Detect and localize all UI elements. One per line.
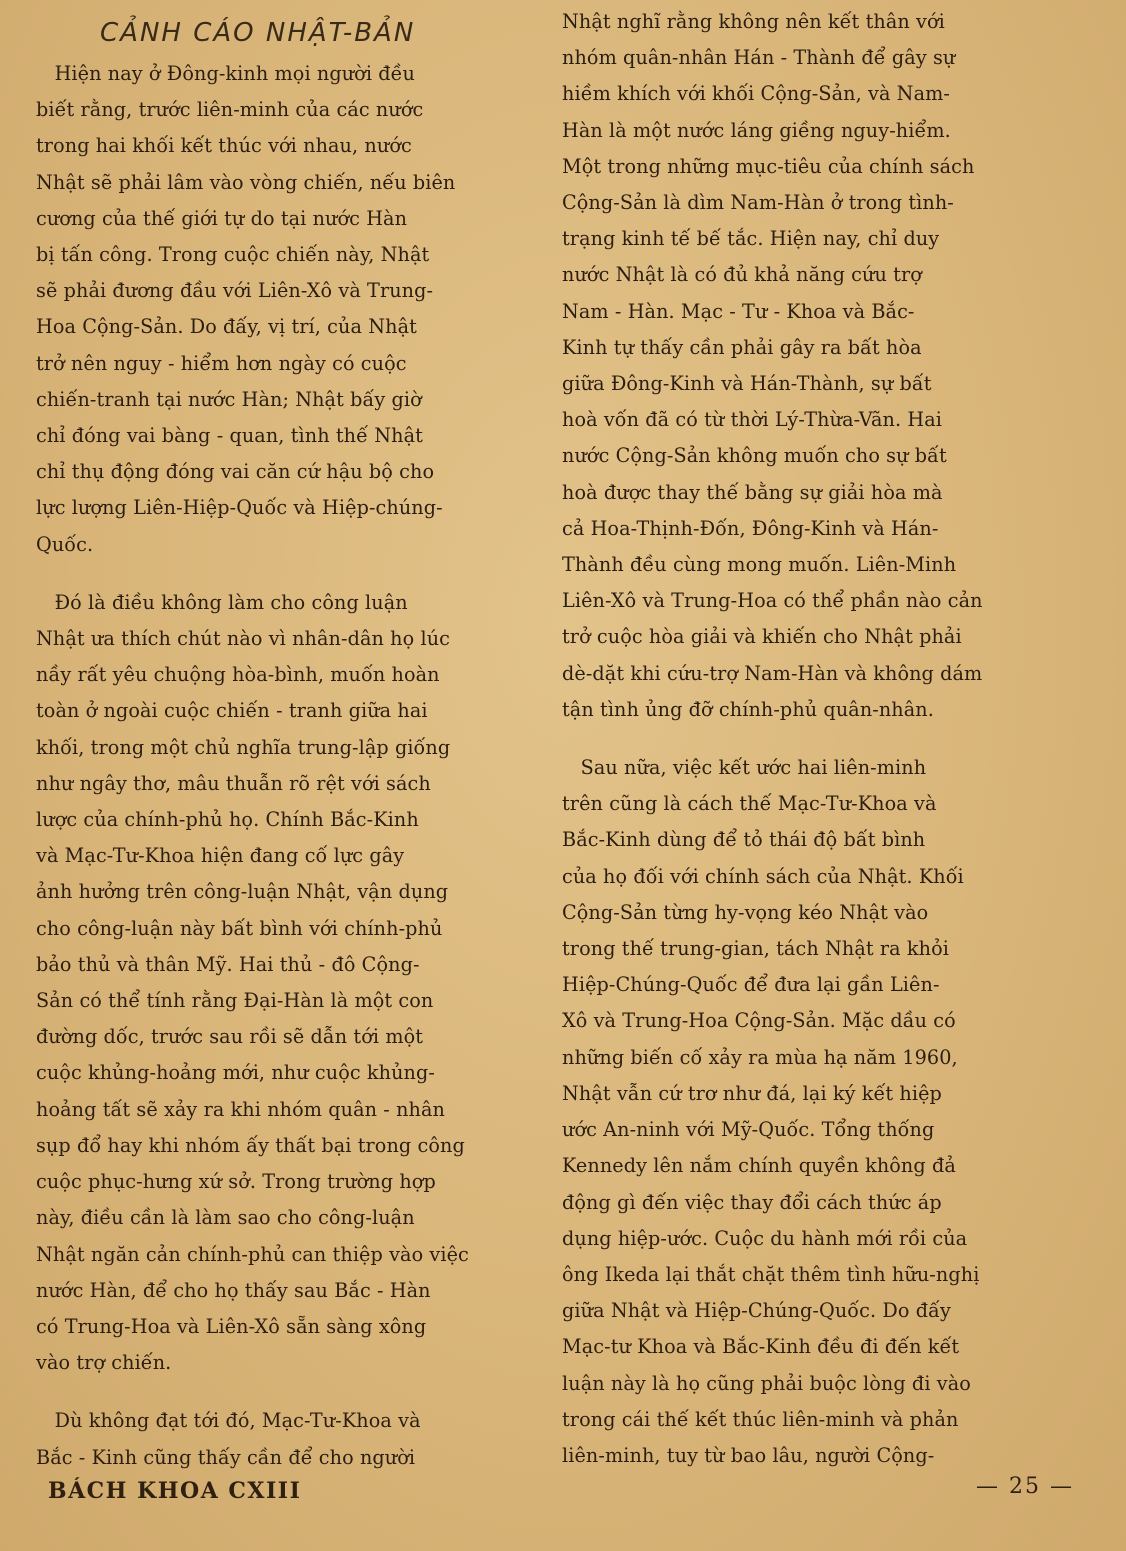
- article-title: CẢNH CÁO NHẬT-BẢN: [100, 18, 416, 48]
- paragraph-3: Dù không đạt tới đó, Mạc-Tư-Khoa và Bắc - Kinh cũng thấy cần để cho người: [36, 1409, 421, 1469]
- paragraph-2: Đó là điều không làm cho công luận Nhật ưa thích chút nào vì nhân-dân họ lúc nầy rất yêu chuộng hòa-bình, muốn hoàn toàn ở ngoài cuộc chiến - tranh giữa hai khối, trong một chủ nghĩa trung-lập giống như ngây thơ, mâu thuẫn rõ rệt với sách lược của chính-phủ họ. Chính Bắc-Kinh và Mạc-Tư-Khoa hiện đang cố lực gây ảnh hưởng trên công-luận Nhật, vận dụng cho công-luận này bất bình với chính-phủ bảo thủ và thân Mỹ. Hai thủ - đô Cộng- Sản có thể tính rằng Đại-Hàn là một con đường dốc, trước sau rồi sẽ dẫn tới một cuộc khủng-hoảng mới, như cuộc khủng- hoảng tất sẽ xảy ra khi nhóm quân - nhân sụp đổ hay khi nhóm ấy thất bại trong công cuộc phục-hưng xứ sở. Trong trường hợp này, điều cần là làm sao cho công-luận Nhật ngăn cản chính-phủ can thiệp vào việc nước Hàn, để cho họ thấy sau Bắc - Hàn có Trung-Hoa và Liên-Xô sẵn sàng xông vào trợ chiến.: [36, 590, 469, 1375]
- paragraph-gap: [562, 728, 1082, 750]
- paragraph-4: Nhật nghĩ rằng không nên kết thân với nhóm quân-nhân Hán - Thành để gây sự hiềm khích với khối Cộng-Sản, và Nam- Hàn là một nước láng giềng nguy-hiểm. Một trong những mục-tiêu của chính sách Cộng-Sản là dìm Nam-Hàn ở trong tình- trạng kinh tế bế tắc. Hiện nay, chỉ duy nước Nhật là có đủ khả năng cứu trợ Nam - Hàn. Mạc - Tư - Khoa và Bắc- Kinh tự thấy cần phải gây ra bất hòa giữa Đông-Kinh và Hán-Thành, sự bất hoà vốn đã có từ thời Lý-Thừa-Vãn. Hai nước Cộng-Sản không muốn cho sự bất hoà được thay thế bằng sự giải hòa mà cả Hoa-Thịnh-Đốn, Đông-Kinh và Hán- Thành đều cùng mong muốn. Liên-Minh Liên-Xô và Trung-Hoa có thể phần nào cản trở cuộc hòa giải và khiến cho Nhật phải dè-dặt khi cứu-trợ Nam-Hàn và không dám tận tình ủng đỡ chính-phủ quân-nhân.: [562, 10, 983, 721]
- left-column: [36, 0, 546, 1476]
- paragraph-5: Sau nữa, việc kết ước hai liên-minh trên cũng là cách thế Mạc-Tư-Khoa và Bắc-Kinh dùng để tỏ thái độ bất bình của họ đối với chính sách của Nhật. Khối Cộng-Sản từng hy-vọng kéo Nhật vào trong thế trung-gian, tách Nhật ra khỏi Hiệp-Chúng-Quốc để đưa lại gần Liên- Xô và Trung-Hoa Cộng-Sản. Mặc dầu có những biến cố xảy ra mùa hạ năm 1960, Nhật vẫn cứ trơ như đá, lại ký kết hiệp ước An-ninh với Mỹ-Quốc. Tổng thống Kennedy lên nắm chính quyền không đả động gì đến việc thay đổi cách thức áp dụng hiệp-ước. Cuộc du hành mới rồi của ông Ikeda lại thắt chặt thêm tình hữu-nghị giữa Nhật và Hiệp-Chúng-Quốc. Do đấy Mạc-tư Khoa và Bắc-Kinh đều đi đến kết luận này là họ cũng phải buộc lòng đi vào trong cái thế kết thúc liên-minh và phản liên-minh, tuy từ bao lâu, người Cộng-: [562, 756, 980, 1467]
- paragraph-gap: [36, 563, 546, 585]
- paragraph-1: Hiện nay ở Đông-kinh mọi người đều biết rằng, trước liên-minh của các nước trong hai khối kết thúc với nhau, nước Nhật sẽ phải lâm vào vòng chiến, nếu biên cương của thế giới tự do tại nước Hàn bị tấn công. Trong cuộc chiến này, Nhật sẽ phải đương đầu với Liên-Xô và Trung- Hoa Cộng-Sản. Do đấy, vị trí, của Nhật trở nên nguy - hiểm hơn ngày có cuộc chiến-tranh tại nước Hàn; Nhật bấy giờ chỉ đóng vai bàng - quan, tình thế Nhật chỉ thụ động đóng vai căn cứ hậu bộ cho lực lượng Liên-Hiệp-Quốc và Hiệp-chúng- Quốc.: [36, 62, 456, 556]
- page-number: — 25 —: [976, 1474, 1074, 1499]
- paragraph-gap: [36, 1381, 546, 1403]
- right-column: [562, 4, 1082, 1474]
- publication-name: BÁCH KHOA CXIII: [48, 1478, 302, 1504]
